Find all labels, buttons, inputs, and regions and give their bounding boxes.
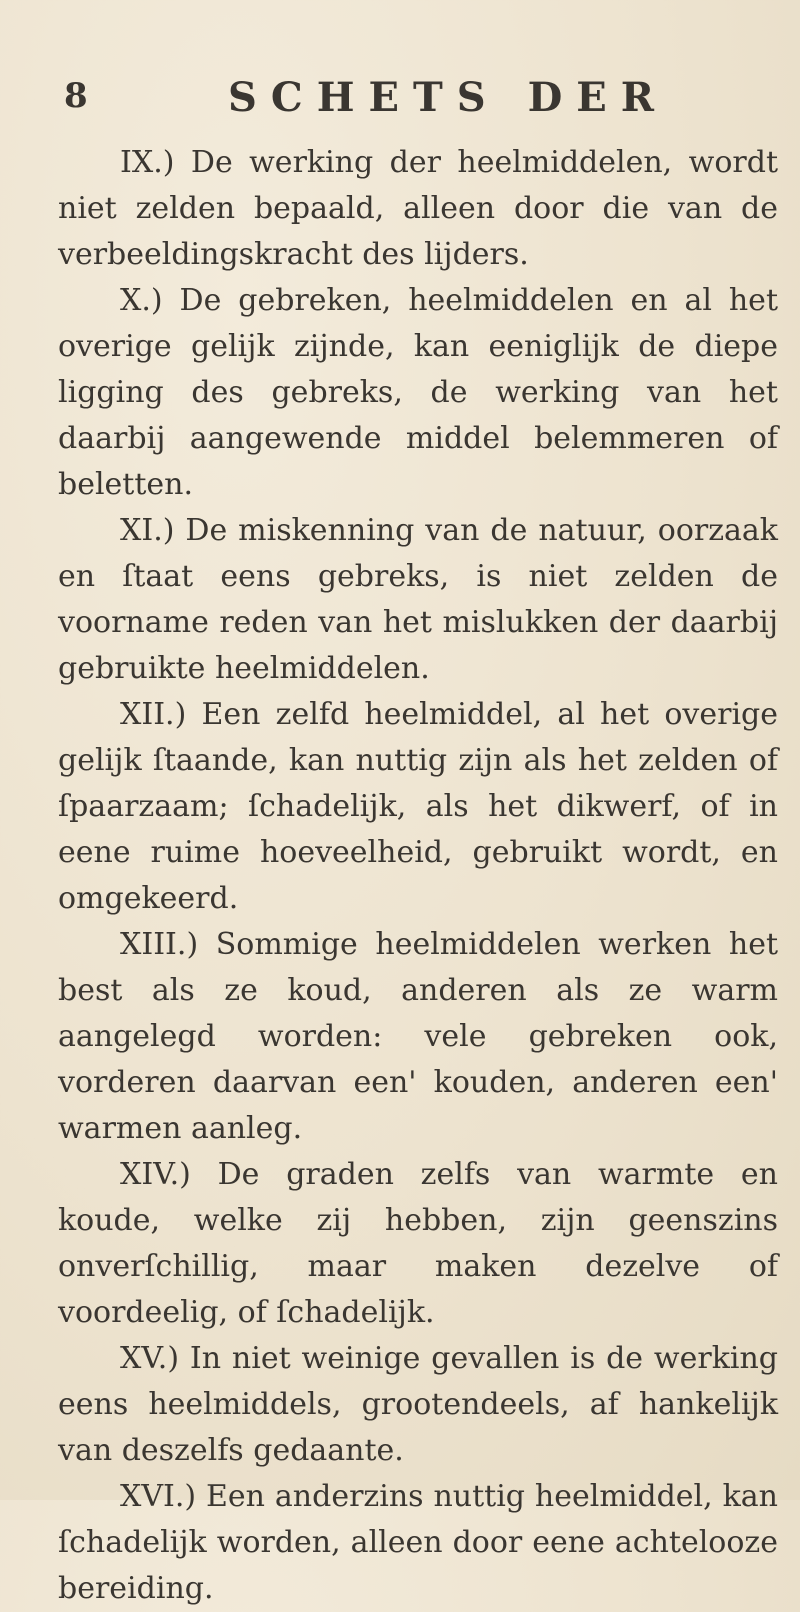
- paragraph-ix: IX.) De werking der heelmiddelen, wordt niet zelden bepaald, alleen door die van de verbeeldingskracht des lijders.: [58, 145, 778, 272]
- paragraph-xv: XV.) In niet weinige gevallen is de werking eens heelmiddels, grootendeels, af hankelijk van deszelfs gedaante.: [58, 1341, 778, 1468]
- paragraph-xi: XI.) De miskenning van de natuur, oorzaak en ſtaat eens gebreks, is niet zelden de voorname reden van het mislukken der daarbij gebruikte heelmiddelen.: [58, 513, 778, 686]
- page-header: [0, 66, 800, 126]
- paragraph-xvi: XVI.) Een anderzins nuttig heelmiddel, kan ſchadelijk worden, alleen door eene achtelooze bereiding.: [58, 1479, 778, 1606]
- page-number: 8: [64, 76, 88, 116]
- running-title: SCHETS DER: [228, 74, 668, 121]
- paragraph-x: X.) De gebreken, heelmiddelen en al het overige gelijk zijnde, kan eeniglijk de diepe ligging des gebreks, de werking van het daarbij aangewende middel belemmeren of beletten.: [58, 283, 778, 502]
- paragraph-xiv: XIV.) De graden zelfs van warmte en koude, welke zij hebben, zijn geenszins onverſchillig, maar maken dezelve of voordeelig, of ſchadelijk.: [58, 1157, 778, 1330]
- paragraph-xiii: XIII.) Sommige heelmiddelen werken het best als ze koud, anderen als ze warm aangelegd worden: vele gebreken ook, vorderen daarvan een' kouden, anderen een' warmen aanleg.: [58, 927, 778, 1146]
- body-text: [58, 140, 778, 1612]
- paragraph-xii: XII.) Een zelfd heelmiddel, al het overige gelijk ſtaande, kan nuttig zijn als het zelden of ſpaarzaam; ſchadelijk, als het dikwerf, of in eene ruime hoeveelheid, gebruikt wordt, en omgekeerd.: [58, 697, 778, 916]
